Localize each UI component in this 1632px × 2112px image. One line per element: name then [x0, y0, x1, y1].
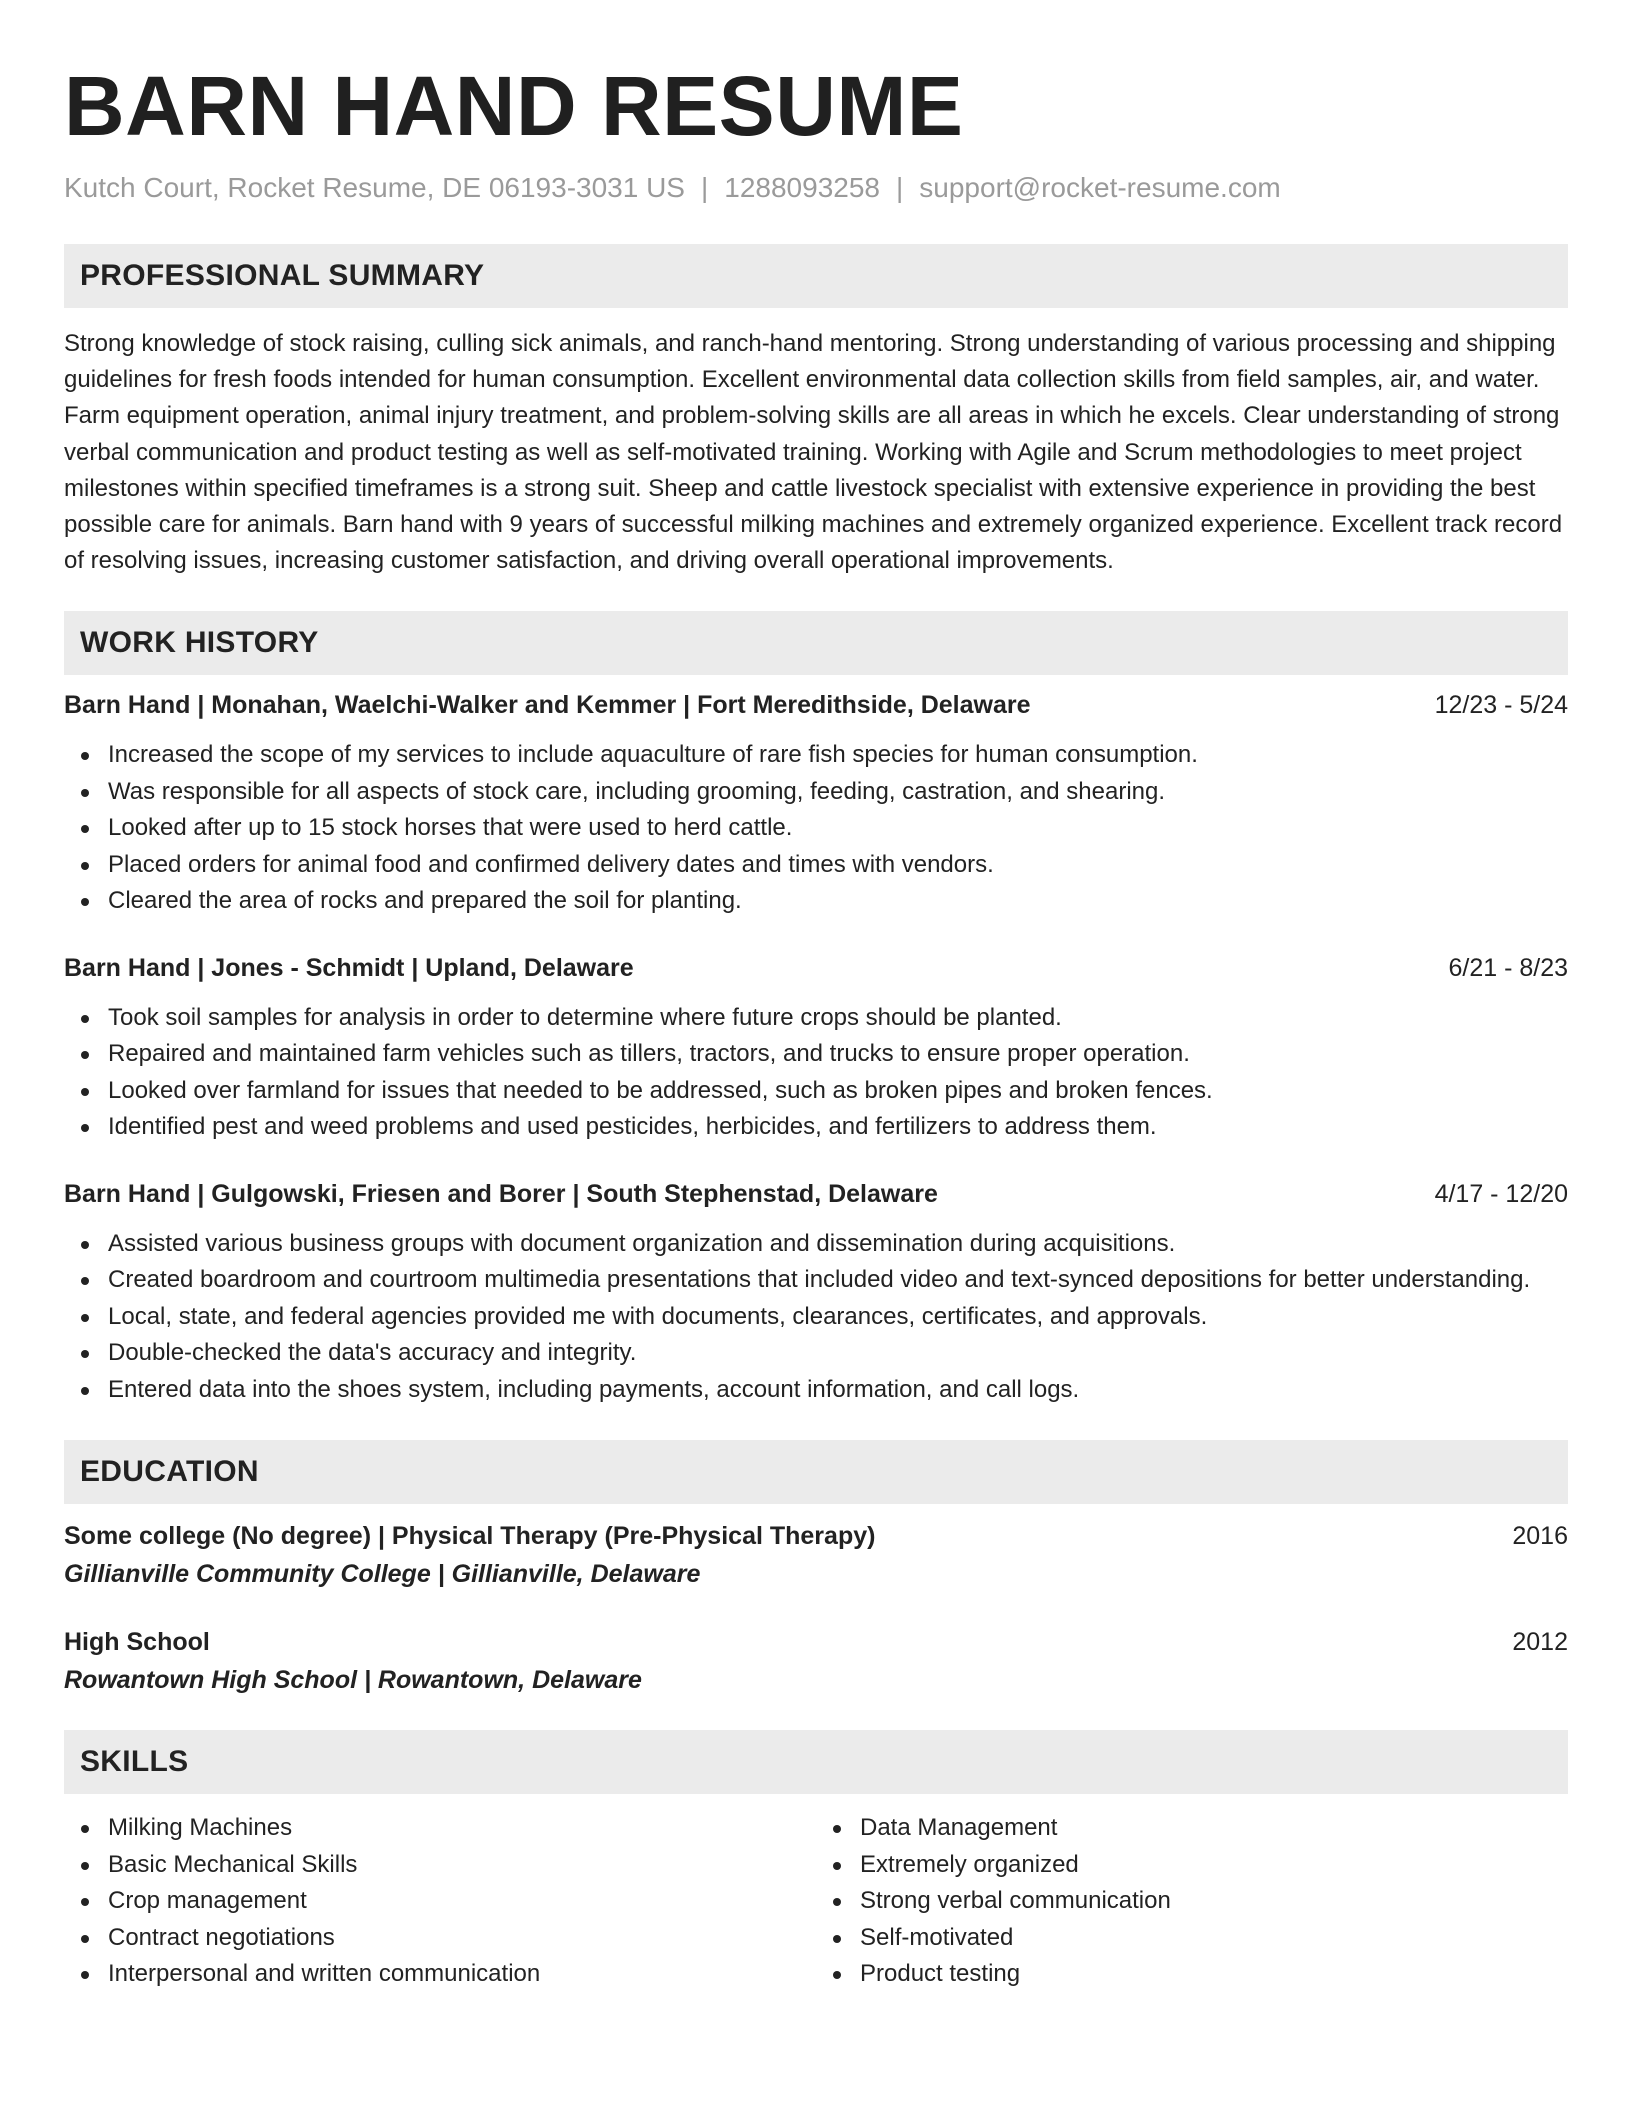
- job-bullet: Looked after up to 15 stock horses that were used to herd cattle.: [64, 810, 1568, 847]
- skill-item: Extremely organized: [816, 1847, 1568, 1884]
- education-list: [64, 1518, 1568, 1700]
- contact-address: Kutch Court, Rocket Resume, DE 06193-3031 US: [64, 172, 685, 203]
- job-title: Barn Hand | Gulgowski, Friesen and Borer | South Stephenstad, Delaware: [64, 1179, 938, 1208]
- work-entry: [64, 1176, 1568, 1409]
- job-bullet: Repaired and maintained farm vehicles such as tillers, tractors, and trucks to ensure proper operation.: [64, 1036, 1568, 1073]
- contact-line: [64, 170, 1568, 206]
- job-bullet: Assisted various business groups with document organization and dissemination during acquisitions.: [64, 1226, 1568, 1263]
- section-heading-summary: PROFESSIONAL SUMMARY: [64, 244, 1568, 308]
- job-bullet: Created boardroom and courtroom multimedia presentations that included video and text-synced depositions for better understanding.: [64, 1262, 1568, 1299]
- skill-item: Strong verbal communication: [816, 1883, 1568, 1920]
- job-bullet: Took soil samples for analysis in order to determine where future crops should be planted.: [64, 1000, 1568, 1037]
- education-entry: [64, 1624, 1568, 1700]
- skill-item: Basic Mechanical Skills: [64, 1847, 816, 1884]
- job-bullet: Double-checked the data's accuracy and integrity.: [64, 1335, 1568, 1372]
- education-entry-header: [64, 1518, 1568, 1554]
- job-title: Barn Hand | Monahan, Waelchi-Walker and Kemmer | Fort Meredithside, Delaware: [64, 691, 1031, 720]
- work-entry: [64, 950, 1568, 1146]
- job-title: Barn Hand | Jones - Schmidt | Upland, Delaware: [64, 953, 634, 982]
- job-dates: 6/21 - 8/23: [1448, 953, 1568, 982]
- skills-right-list: [816, 1810, 1568, 1993]
- job-bullet: Placed orders for animal food and confirmed delivery dates and times with vendors.: [64, 847, 1568, 884]
- job-dates: 12/23 - 5/24: [1434, 691, 1568, 720]
- skills-list: [64, 1810, 1568, 1993]
- education-school: Rowantown High School | Rowantown, Delaware: [64, 1666, 642, 1695]
- section-heading-skills: SKILLS: [64, 1730, 1568, 1794]
- skill-item: Data Management: [816, 1810, 1568, 1847]
- education-degree: High School: [64, 1628, 210, 1657]
- contact-email: support@rocket-resume.com: [919, 172, 1281, 203]
- job-bullet-list: [64, 737, 1568, 920]
- skill-item: Product testing: [816, 1956, 1568, 1993]
- work-entry-header: [64, 1176, 1568, 1212]
- skills-column-left: [64, 1810, 816, 1993]
- job-bullet: Cleared the area of rocks and prepared the soil for planting.: [64, 883, 1568, 920]
- job-bullet: Increased the scope of my services to include aquaculture of rare fish species for human consumption.: [64, 737, 1568, 774]
- contact-phone: 1288093258: [724, 172, 880, 203]
- skill-item: Crop management: [64, 1883, 816, 1920]
- education-entry: [64, 1518, 1568, 1594]
- work-entry: [64, 687, 1568, 920]
- skill-item: Milking Machines: [64, 1810, 816, 1847]
- job-bullet: Local, state, and federal agencies provided me with documents, clearances, certificates, and approvals.: [64, 1299, 1568, 1336]
- job-bullet-list: [64, 1226, 1568, 1409]
- contact-separator: |: [896, 172, 904, 203]
- education-entry-header: [64, 1624, 1568, 1660]
- skill-item: Self-motivated: [816, 1920, 1568, 1957]
- section-heading-work: WORK HISTORY: [64, 611, 1568, 675]
- summary-text: Strong knowledge of stock raising, culling sick animals, and ranch-hand mentoring. Strong understanding of various processing and shipping guidelines for fresh foods intended for human consumption. Excellent environmental data collection skills from field samples, air, and water. Farm equipment operation, animal injury treatment, and problem-solving skills are all areas in which he excels. Clear understanding of strong verbal communication and product testing as well as self-motivated training. Working with Agile and Scrum methodologies to meet project milestones within specified timeframes is a strong suit. Sheep and cattle livestock specialist with extensive experience in providing the best possible care for animals. Barn hand with 9 years of successful milking machines and extremely organized experience. Excellent track record of resolving issues, increasing customer satisfaction, and driving overall operational improvements.: [64, 330, 1563, 575]
- job-bullet: Entered data into the shoes system, including payments, account information, and call logs.: [64, 1372, 1568, 1409]
- education-year: 2016: [1512, 1522, 1568, 1551]
- job-bullet: Looked over farmland for issues that needed to be addressed, such as broken pipes and broken fences.: [64, 1073, 1568, 1110]
- skill-item: Interpersonal and written communication: [64, 1956, 816, 1993]
- skills-left-list: [64, 1810, 816, 1993]
- education-year: 2012: [1512, 1628, 1568, 1657]
- resume-title: BARN HAND RESUME: [64, 59, 964, 153]
- section-heading-education: EDUCATION: [64, 1440, 1568, 1504]
- job-bullet-list: [64, 1000, 1568, 1146]
- work-history-list: [64, 687, 1568, 1408]
- education-school: Gillianville Community College | Gillianville, Delaware: [64, 1560, 701, 1589]
- education-degree: Some college (No degree) | Physical Therapy (Pre-Physical Therapy): [64, 1522, 876, 1551]
- work-entry-header: [64, 687, 1568, 723]
- job-dates: 4/17 - 12/20: [1434, 1179, 1568, 1208]
- contact-separator: |: [700, 172, 709, 203]
- job-bullet: Was responsible for all aspects of stock care, including grooming, feeding, castration, and shearing.: [64, 774, 1568, 811]
- skills-column-right: [816, 1810, 1568, 1993]
- work-entry-header: [64, 950, 1568, 986]
- job-bullet: Identified pest and weed problems and used pesticides, herbicides, and fertilizers to address them.: [64, 1109, 1568, 1146]
- skill-item: Contract negotiations: [64, 1920, 816, 1957]
